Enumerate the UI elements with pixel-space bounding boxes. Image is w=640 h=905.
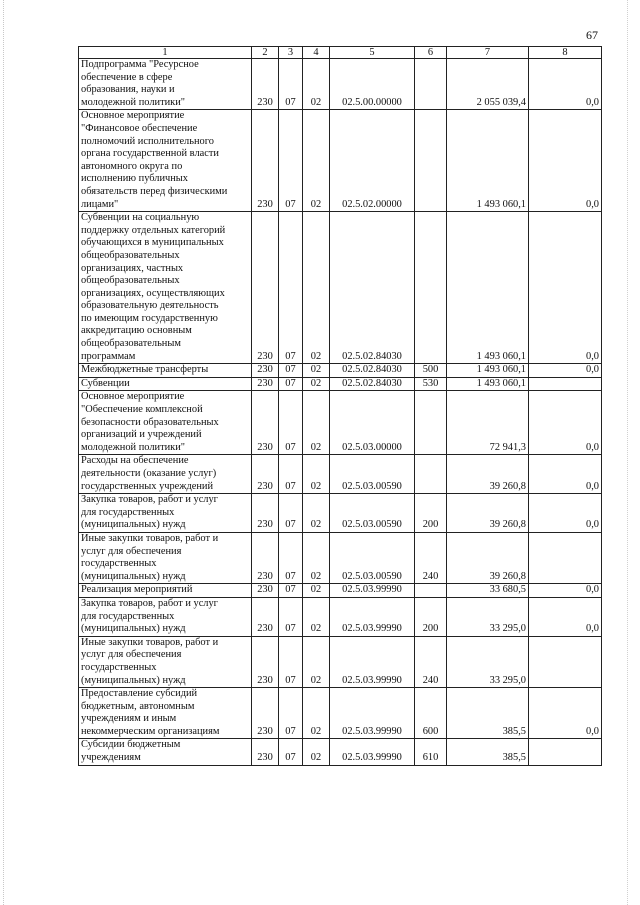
row-expense-type-cell: 200 [415, 494, 447, 533]
row-admin-code-cell: 230 [252, 377, 279, 391]
row-expense-type-cell [415, 391, 447, 455]
table-row [79, 110, 602, 212]
table-row [79, 597, 602, 636]
row-name-cell: Подпрограмма "Ресурсное обеспечение в сфере образования, науки и молодежной политики" [79, 59, 252, 110]
row-section-cell: 07 [279, 688, 303, 739]
column-header: 5 [330, 47, 415, 59]
row-section-cell: 07 [279, 391, 303, 455]
row-section-cell: 07 [279, 636, 303, 687]
row-name-cell: Закупка товаров, работ и услуг для государственных (муниципальных) нужд [79, 494, 252, 533]
row-admin-code-cell: 230 [252, 532, 279, 583]
row-federal-amount-cell: 0,0 [529, 391, 602, 455]
row-section-cell: 07 [279, 59, 303, 110]
row-section-cell: 07 [279, 455, 303, 494]
row-federal-amount-cell: 0,0 [529, 110, 602, 212]
row-target-article-cell: 02.5.03.99990 [330, 636, 415, 687]
table-row [79, 377, 602, 391]
row-expense-type-cell [415, 110, 447, 212]
row-subsection-cell: 02 [303, 584, 330, 598]
table-row [79, 212, 602, 364]
row-expense-type-cell [415, 59, 447, 110]
column-header: 2 [252, 47, 279, 59]
row-expense-type-cell [415, 584, 447, 598]
row-subsection-cell: 02 [303, 597, 330, 636]
row-expense-type-cell: 600 [415, 688, 447, 739]
row-section-cell: 07 [279, 584, 303, 598]
row-subsection-cell: 02 [303, 364, 330, 378]
row-admin-code-cell: 230 [252, 494, 279, 533]
row-admin-code-cell: 230 [252, 59, 279, 110]
row-name-cell: Реализация мероприятий [79, 584, 252, 598]
table-row [79, 455, 602, 494]
row-federal-amount-cell: 0,0 [529, 364, 602, 378]
table-row [79, 494, 602, 533]
row-subsection-cell: 02 [303, 391, 330, 455]
row-federal-amount-cell [529, 532, 602, 583]
row-amount-cell: 1 493 060,1 [447, 212, 529, 364]
row-expense-type-cell [415, 212, 447, 364]
row-admin-code-cell: 230 [252, 110, 279, 212]
row-federal-amount-cell [529, 377, 602, 391]
row-section-cell: 07 [279, 212, 303, 364]
column-header: 3 [279, 47, 303, 59]
row-subsection-cell: 02 [303, 59, 330, 110]
row-expense-type-cell [415, 455, 447, 494]
header-row [79, 47, 602, 59]
row-expense-type-cell: 610 [415, 739, 447, 765]
row-target-article-cell: 02.5.02.84030 [330, 377, 415, 391]
row-federal-amount-cell [529, 636, 602, 687]
row-target-article-cell: 02.5.03.00590 [330, 532, 415, 583]
row-name-cell: Расходы на обеспечение деятельности (оказание услуг) государственных учреждений [79, 455, 252, 494]
row-expense-type-cell: 240 [415, 532, 447, 583]
scan-edge-right [627, 0, 628, 905]
row-admin-code-cell: 230 [252, 688, 279, 739]
row-admin-code-cell: 230 [252, 364, 279, 378]
row-target-article-cell: 02.5.03.99990 [330, 688, 415, 739]
row-federal-amount-cell [529, 739, 602, 765]
row-admin-code-cell: 230 [252, 455, 279, 494]
table-row [79, 59, 602, 110]
table-row [79, 364, 602, 378]
row-expense-type-cell: 530 [415, 377, 447, 391]
row-subsection-cell: 02 [303, 532, 330, 583]
row-amount-cell: 2 055 039,4 [447, 59, 529, 110]
budget-table [78, 46, 602, 766]
row-name-cell: Основное мероприятие "Обеспечение комплексной безопасности образовательных организаций и учреждений молодежной политики" [79, 391, 252, 455]
row-amount-cell: 33 295,0 [447, 597, 529, 636]
row-name-cell: Субвенции [79, 377, 252, 391]
row-target-article-cell: 02.5.00.00000 [330, 59, 415, 110]
row-section-cell: 07 [279, 364, 303, 378]
row-federal-amount-cell: 0,0 [529, 59, 602, 110]
row-subsection-cell: 02 [303, 377, 330, 391]
row-target-article-cell: 02.5.03.99990 [330, 584, 415, 598]
row-subsection-cell: 02 [303, 494, 330, 533]
row-federal-amount-cell: 0,0 [529, 455, 602, 494]
row-target-article-cell: 02.5.03.99990 [330, 739, 415, 765]
row-name-cell: Предоставление субсидий бюджетным, автономным учреждениям и иным некоммерческим организациям [79, 688, 252, 739]
row-federal-amount-cell: 0,0 [529, 688, 602, 739]
column-header: 6 [415, 47, 447, 59]
row-amount-cell: 33 295,0 [447, 636, 529, 687]
table-row [79, 688, 602, 739]
row-subsection-cell: 02 [303, 636, 330, 687]
row-amount-cell: 39 260,8 [447, 494, 529, 533]
row-section-cell: 07 [279, 494, 303, 533]
row-name-cell: Межбюджетные трансферты [79, 364, 252, 378]
row-target-article-cell: 02.5.02.84030 [330, 364, 415, 378]
row-federal-amount-cell: 0,0 [529, 212, 602, 364]
row-amount-cell: 385,5 [447, 688, 529, 739]
page-number: 67 [586, 28, 598, 42]
row-subsection-cell: 02 [303, 212, 330, 364]
row-target-article-cell: 02.5.03.00590 [330, 494, 415, 533]
table-row [79, 391, 602, 455]
row-admin-code-cell: 230 [252, 584, 279, 598]
row-name-cell: Закупка товаров, работ и услуг для государственных (муниципальных) нужд [79, 597, 252, 636]
table-row [79, 584, 602, 598]
row-federal-amount-cell: 0,0 [529, 584, 602, 598]
row-federal-amount-cell: 0,0 [529, 597, 602, 636]
row-admin-code-cell: 230 [252, 636, 279, 687]
row-amount-cell: 39 260,8 [447, 455, 529, 494]
row-amount-cell: 1 493 060,1 [447, 377, 529, 391]
table-row [79, 532, 602, 583]
scan-edge-left [3, 0, 4, 905]
row-target-article-cell: 02.5.02.00000 [330, 110, 415, 212]
column-header: 7 [447, 47, 529, 59]
row-section-cell: 07 [279, 532, 303, 583]
row-subsection-cell: 02 [303, 455, 330, 494]
row-amount-cell: 1 493 060,1 [447, 110, 529, 212]
row-amount-cell: 385,5 [447, 739, 529, 765]
row-name-cell: Субвенции на социальную поддержку отдельных категорий обучающихся в муниципальных общеобразовательных организациях, частных общеобразовательных организациях, осуществляющих образовательную деятельность по имеющим государственную аккредитацию основным общеобразовательным программам [79, 212, 252, 364]
table-row [79, 739, 602, 765]
row-amount-cell: 1 493 060,1 [447, 364, 529, 378]
row-expense-type-cell: 200 [415, 597, 447, 636]
row-amount-cell: 39 260,8 [447, 532, 529, 583]
row-target-article-cell: 02.5.03.00590 [330, 455, 415, 494]
row-section-cell: 07 [279, 110, 303, 212]
row-expense-type-cell: 240 [415, 636, 447, 687]
row-target-article-cell: 02.5.02.84030 [330, 212, 415, 364]
column-header: 1 [79, 47, 252, 59]
row-subsection-cell: 02 [303, 110, 330, 212]
row-subsection-cell: 02 [303, 688, 330, 739]
row-subsection-cell: 02 [303, 739, 330, 765]
row-name-cell: Субсидии бюджетным учреждениям [79, 739, 252, 765]
row-federal-amount-cell: 0,0 [529, 494, 602, 533]
row-admin-code-cell: 230 [252, 739, 279, 765]
row-name-cell: Иные закупки товаров, работ и услуг для обеспечения государственных (муниципальных) нужд [79, 532, 252, 583]
row-section-cell: 07 [279, 377, 303, 391]
row-section-cell: 07 [279, 739, 303, 765]
row-admin-code-cell: 230 [252, 391, 279, 455]
row-target-article-cell: 02.5.03.99990 [330, 597, 415, 636]
row-expense-type-cell: 500 [415, 364, 447, 378]
row-amount-cell: 33 680,5 [447, 584, 529, 598]
row-target-article-cell: 02.5.03.00000 [330, 391, 415, 455]
column-header: 8 [529, 47, 602, 59]
row-admin-code-cell: 230 [252, 597, 279, 636]
row-name-cell: Основное мероприятие "Финансовое обеспечение полномочий исполнительного органа государственной власти автономного округа по исполнению публичных обязательств перед физическими лицами" [79, 110, 252, 212]
row-name-cell: Иные закупки товаров, работ и услуг для обеспечения государственных (муниципальных) нужд [79, 636, 252, 687]
table-row [79, 636, 602, 687]
column-header: 4 [303, 47, 330, 59]
row-admin-code-cell: 230 [252, 212, 279, 364]
row-section-cell: 07 [279, 597, 303, 636]
row-amount-cell: 72 941,3 [447, 391, 529, 455]
